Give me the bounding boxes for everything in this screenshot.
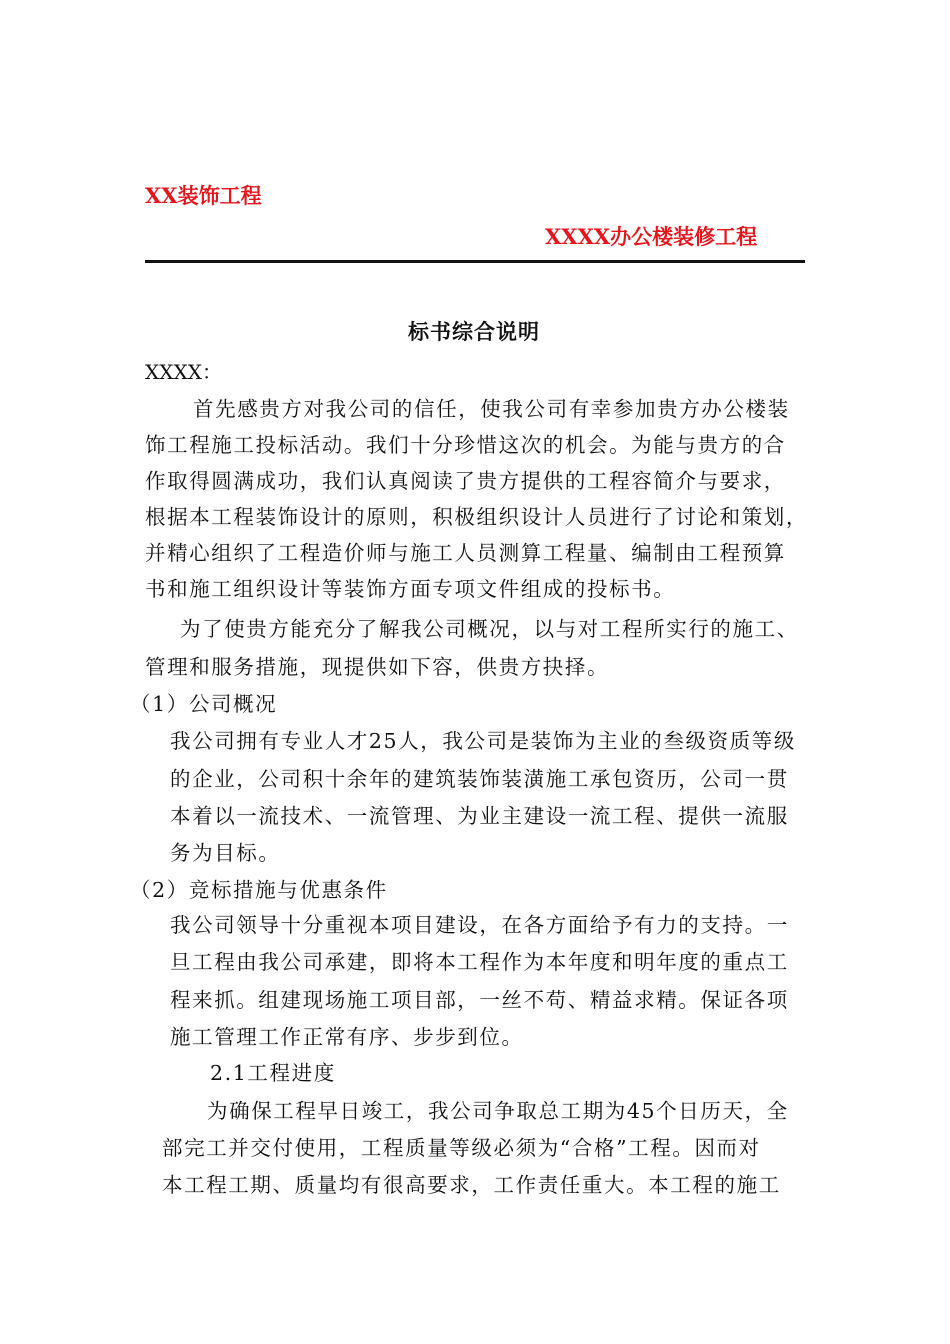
body-line: 首先感贵方对我公司的信任，使我公司有幸参加贵方办公楼装 [193, 397, 790, 421]
body-line: 本着以一流技术、一流管理、为业主建设一流工程、提供一流服 [170, 804, 789, 828]
body-line: 为确保工程早日竣工，我公司争取总工期为45个日历天，全 [207, 1099, 789, 1123]
header-divider [145, 260, 805, 263]
section-heading: （2）竞标措施与优惠条件 [130, 878, 388, 902]
body-line: 为了使贵方能充分了解我公司概况，以与对工程所实行的施工、 [180, 617, 799, 641]
body-line: 作取得圆满成功，我们认真阅读了贵方提供的工程容简介与要求， [145, 469, 786, 493]
project-name: XXXX办公楼装修工程 [545, 224, 758, 249]
body-line: 程来抓。组建现场施工项目部，一丝不苟、精益求精。保证各项 [170, 988, 789, 1012]
body-line: 本工程工期、质量均有很高要求，工作责任重大。本工程的施工 [162, 1173, 781, 1197]
body-line: 饰工程施工投标活动。我们十分珍惜这次的机会。为能与贵方的合 [145, 433, 786, 457]
body-line: 我公司领导十分重视本项目建设，在各方面给予有力的支持。一 [170, 913, 789, 937]
body-line: 管理和服务措施，现提供如下容，供贵方抉择。 [145, 655, 610, 679]
body-line: 施工管理工作正常有序、步步到位。 [170, 1025, 524, 1049]
body-line: 并精心组织了工程造价师与施工人员测算工程量、编制由工程预算 [145, 541, 786, 565]
company-name: XX装饰工程 [145, 183, 262, 208]
salutation: XXXX： [145, 360, 222, 384]
body-line: 书和施工组织设计等装饰方面专项文件组成的投标书。 [145, 577, 676, 601]
subsection-heading: 2.1工程进度 [210, 1061, 336, 1085]
body-line: 部完工并交付使用，工程质量等级必须为“合格”工程。因而对 [162, 1136, 761, 1160]
body-line: 根据本工程装饰设计的原则，积极组织设计人员进行了讨论和策划， [145, 505, 808, 529]
section-heading: （1）公司概况 [130, 692, 278, 716]
body-line: 我公司拥有专业人才25人，我公司是装饰为主业的叁级资质等级 [170, 729, 796, 753]
body-line: 务为目标。 [170, 841, 281, 865]
body-line: 的企业，公司积十余年的建筑装饰装潢施工承包资历，公司一贯 [170, 767, 789, 791]
body-line: 旦工程由我公司承建，即将本工程作为本年度和明年度的重点工 [170, 950, 789, 974]
document-title: 标书综合说明 [408, 319, 540, 344]
